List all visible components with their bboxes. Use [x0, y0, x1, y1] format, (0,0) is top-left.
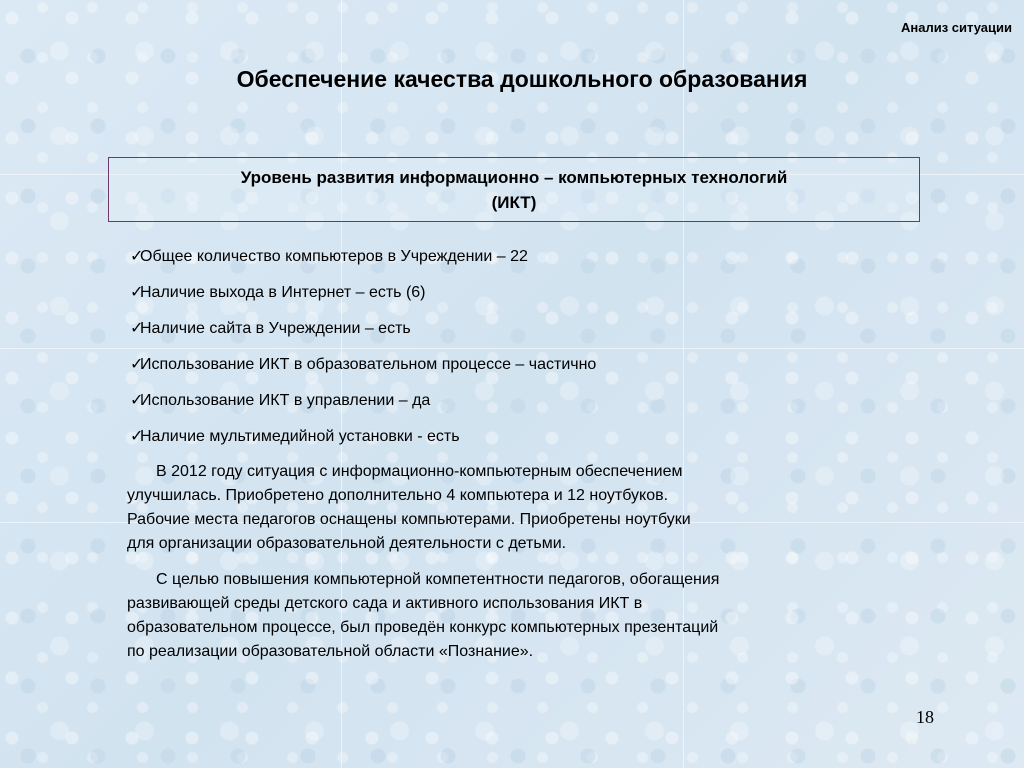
paragraph-line-text: В 2012 году ситуация с информационно-компьютерным обеспечением	[156, 463, 683, 480]
checklist-item-text: Использование ИКТ в образовательном процессе – частично	[140, 356, 597, 373]
section-label: Анализ ситуации	[901, 20, 1012, 35]
checkmark-icon: ✓	[130, 284, 144, 301]
checklist-item	[130, 354, 596, 390]
checklist-item-text: Общее количество компьютеров в Учреждении – 22	[140, 248, 528, 265]
page-number: 18	[916, 707, 934, 727]
paragraph-line: образовательном процессе, был проведён конкурс компьютерных презентаций	[127, 619, 719, 636]
paragraph-equipment	[127, 460, 887, 556]
checkmark-icon: ✓	[130, 356, 144, 373]
checklist-item	[130, 246, 596, 282]
checklist-item-text: Наличие выхода в Интернет – есть (6)	[140, 284, 426, 301]
paragraph-competence	[127, 568, 887, 664]
checklist-item-text: Наличие сайта в Учреждении – есть	[140, 320, 411, 337]
paragraph-line: улучшилась. Приобретено дополнительно 4 компьютера и 12 ноутбуков.	[127, 487, 669, 504]
paragraph-line-text: С целью повышения компьютерной компетентности педагогов, обогащения	[156, 571, 720, 588]
checkmark-icon: ✓	[130, 428, 144, 445]
topic-box	[108, 157, 920, 222]
checklist-item-text: Использование ИКТ в управлении – да	[140, 392, 431, 409]
checklist-item-text: Наличие мультимедийной установки - есть	[140, 428, 460, 445]
checklist-item	[130, 282, 596, 318]
paragraph-line: по реализации образовательной области «Познание».	[127, 643, 534, 660]
topic-box-line2: (ИКТ)	[491, 193, 537, 212]
paragraph-line	[127, 460, 887, 484]
checklist-item	[130, 318, 596, 354]
slide-title: Обеспечение качества дошкольного образования	[236, 66, 808, 92]
paragraph-line: развивающей среды детского сада и активного использования ИКТ в	[127, 595, 643, 612]
checkmark-icon: ✓	[130, 392, 144, 409]
paragraph-line: для организации образовательной деятельности с детьми.	[127, 535, 567, 552]
checklist-item	[130, 390, 596, 426]
topic-box-line1: Уровень развития информационно – компьютерных технологий	[240, 168, 788, 187]
checklist-item	[130, 426, 596, 462]
paragraph-line	[127, 568, 887, 592]
paragraph-line: Рабочие места педагогов оснащены компьютерами. Приобретены ноутбуки	[127, 511, 691, 528]
checklist	[130, 246, 596, 462]
checkmark-icon: ✓	[130, 320, 144, 337]
checkmark-icon: ✓	[130, 248, 144, 265]
